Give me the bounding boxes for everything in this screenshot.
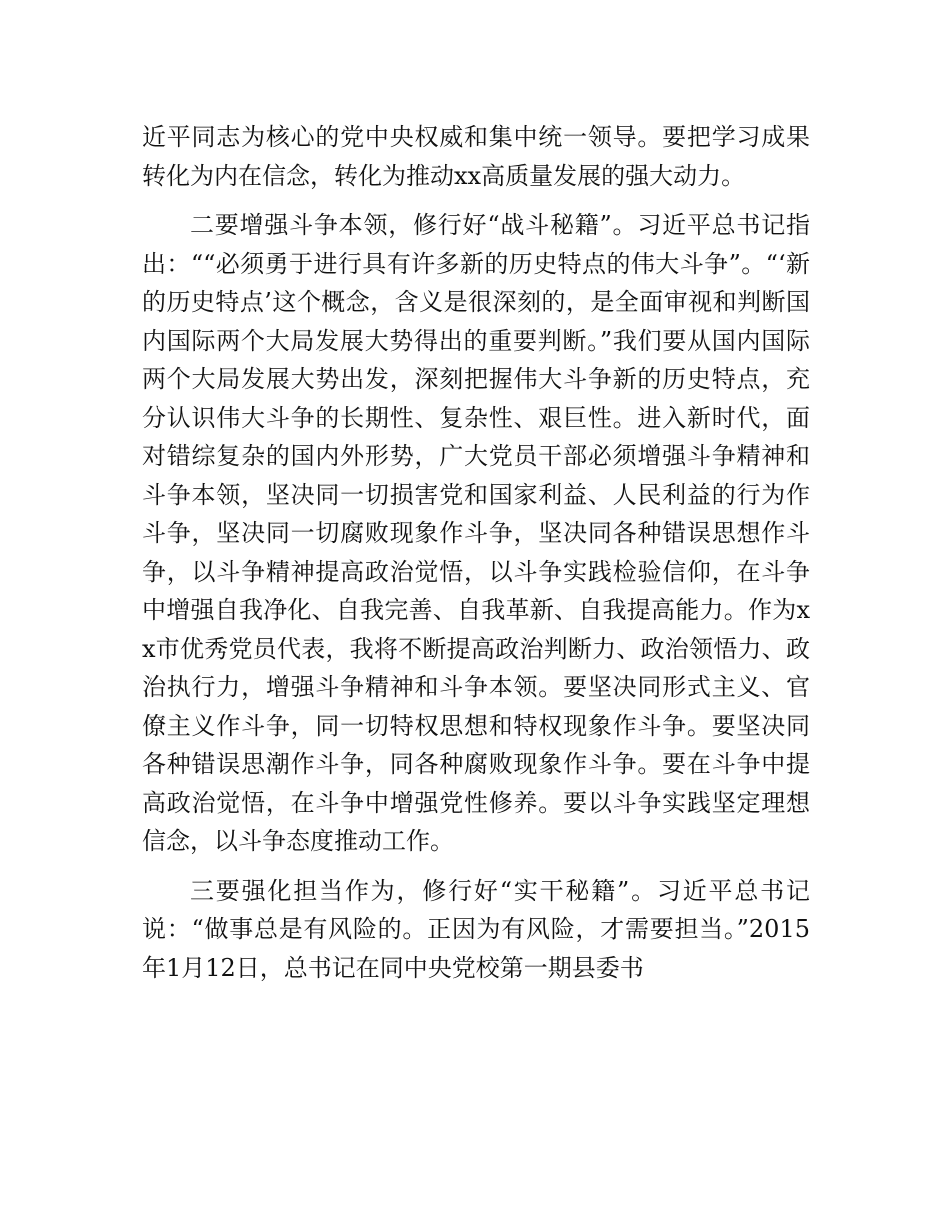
document-page bbox=[142, 118, 810, 987]
paragraph-continuation: 近平同志为核心的党中央权威和集中统一领导。要把学习成果转化为内在信念，转化为推动xx高质量发展的强大动力。 bbox=[142, 123, 810, 190]
paragraph-fighting-skills: 二要增强斗争本领，修行好“战斗秘籍”。习近平总书记指出：““必须勇于进行具有许多新的历史特点的伟大斗争”。“‘新的历史特点’这个概念，含义是很深刻的，是全面审视和判断国内国际两个大局发展大势得出的重要判断。”我们要从国内国际两个大局发展大势出发，深刻把握伟大斗争新的历史特点，充分认识伟大斗争的长期性、复杂性、艰巨性。进入新时代，面对错综复杂的国内外形势，广大党员干部必须增强斗争精神和斗争本领，坚决同一切损害党和国家利益、人民利益的行为作斗争，坚决同一切腐败现象作斗争，坚决同各种错误思想作斗争，以斗争精神提高政治觉悟，以斗争实践检验信仰，在斗争中增强自我净化、自我完善、自我革新、自我提高能力。作为xx市优秀党员代表，我将不断提高政治判断力、政治领悟力、政治执行力，增强斗争精神和斗争本领。要坚决同形式主义、官僚主义作斗争，同一切特权思想和特权现象作斗争。要坚决同各种错误思潮作斗争，同各种腐败现象作斗争。要在斗争中提高政治觉悟，在斗争中增强党性修养。要以斗争实践坚定理想信念，以斗争态度推动工作。 bbox=[142, 211, 810, 855]
paragraph-responsibility: 三要强化担当作为，修行好“实干秘籍”。习近平总书记说：“做事总是有风险的。正因为有风险，才需要担当。”2015年1月12日，总书记在同中央党校第一期县委书 bbox=[142, 876, 810, 982]
